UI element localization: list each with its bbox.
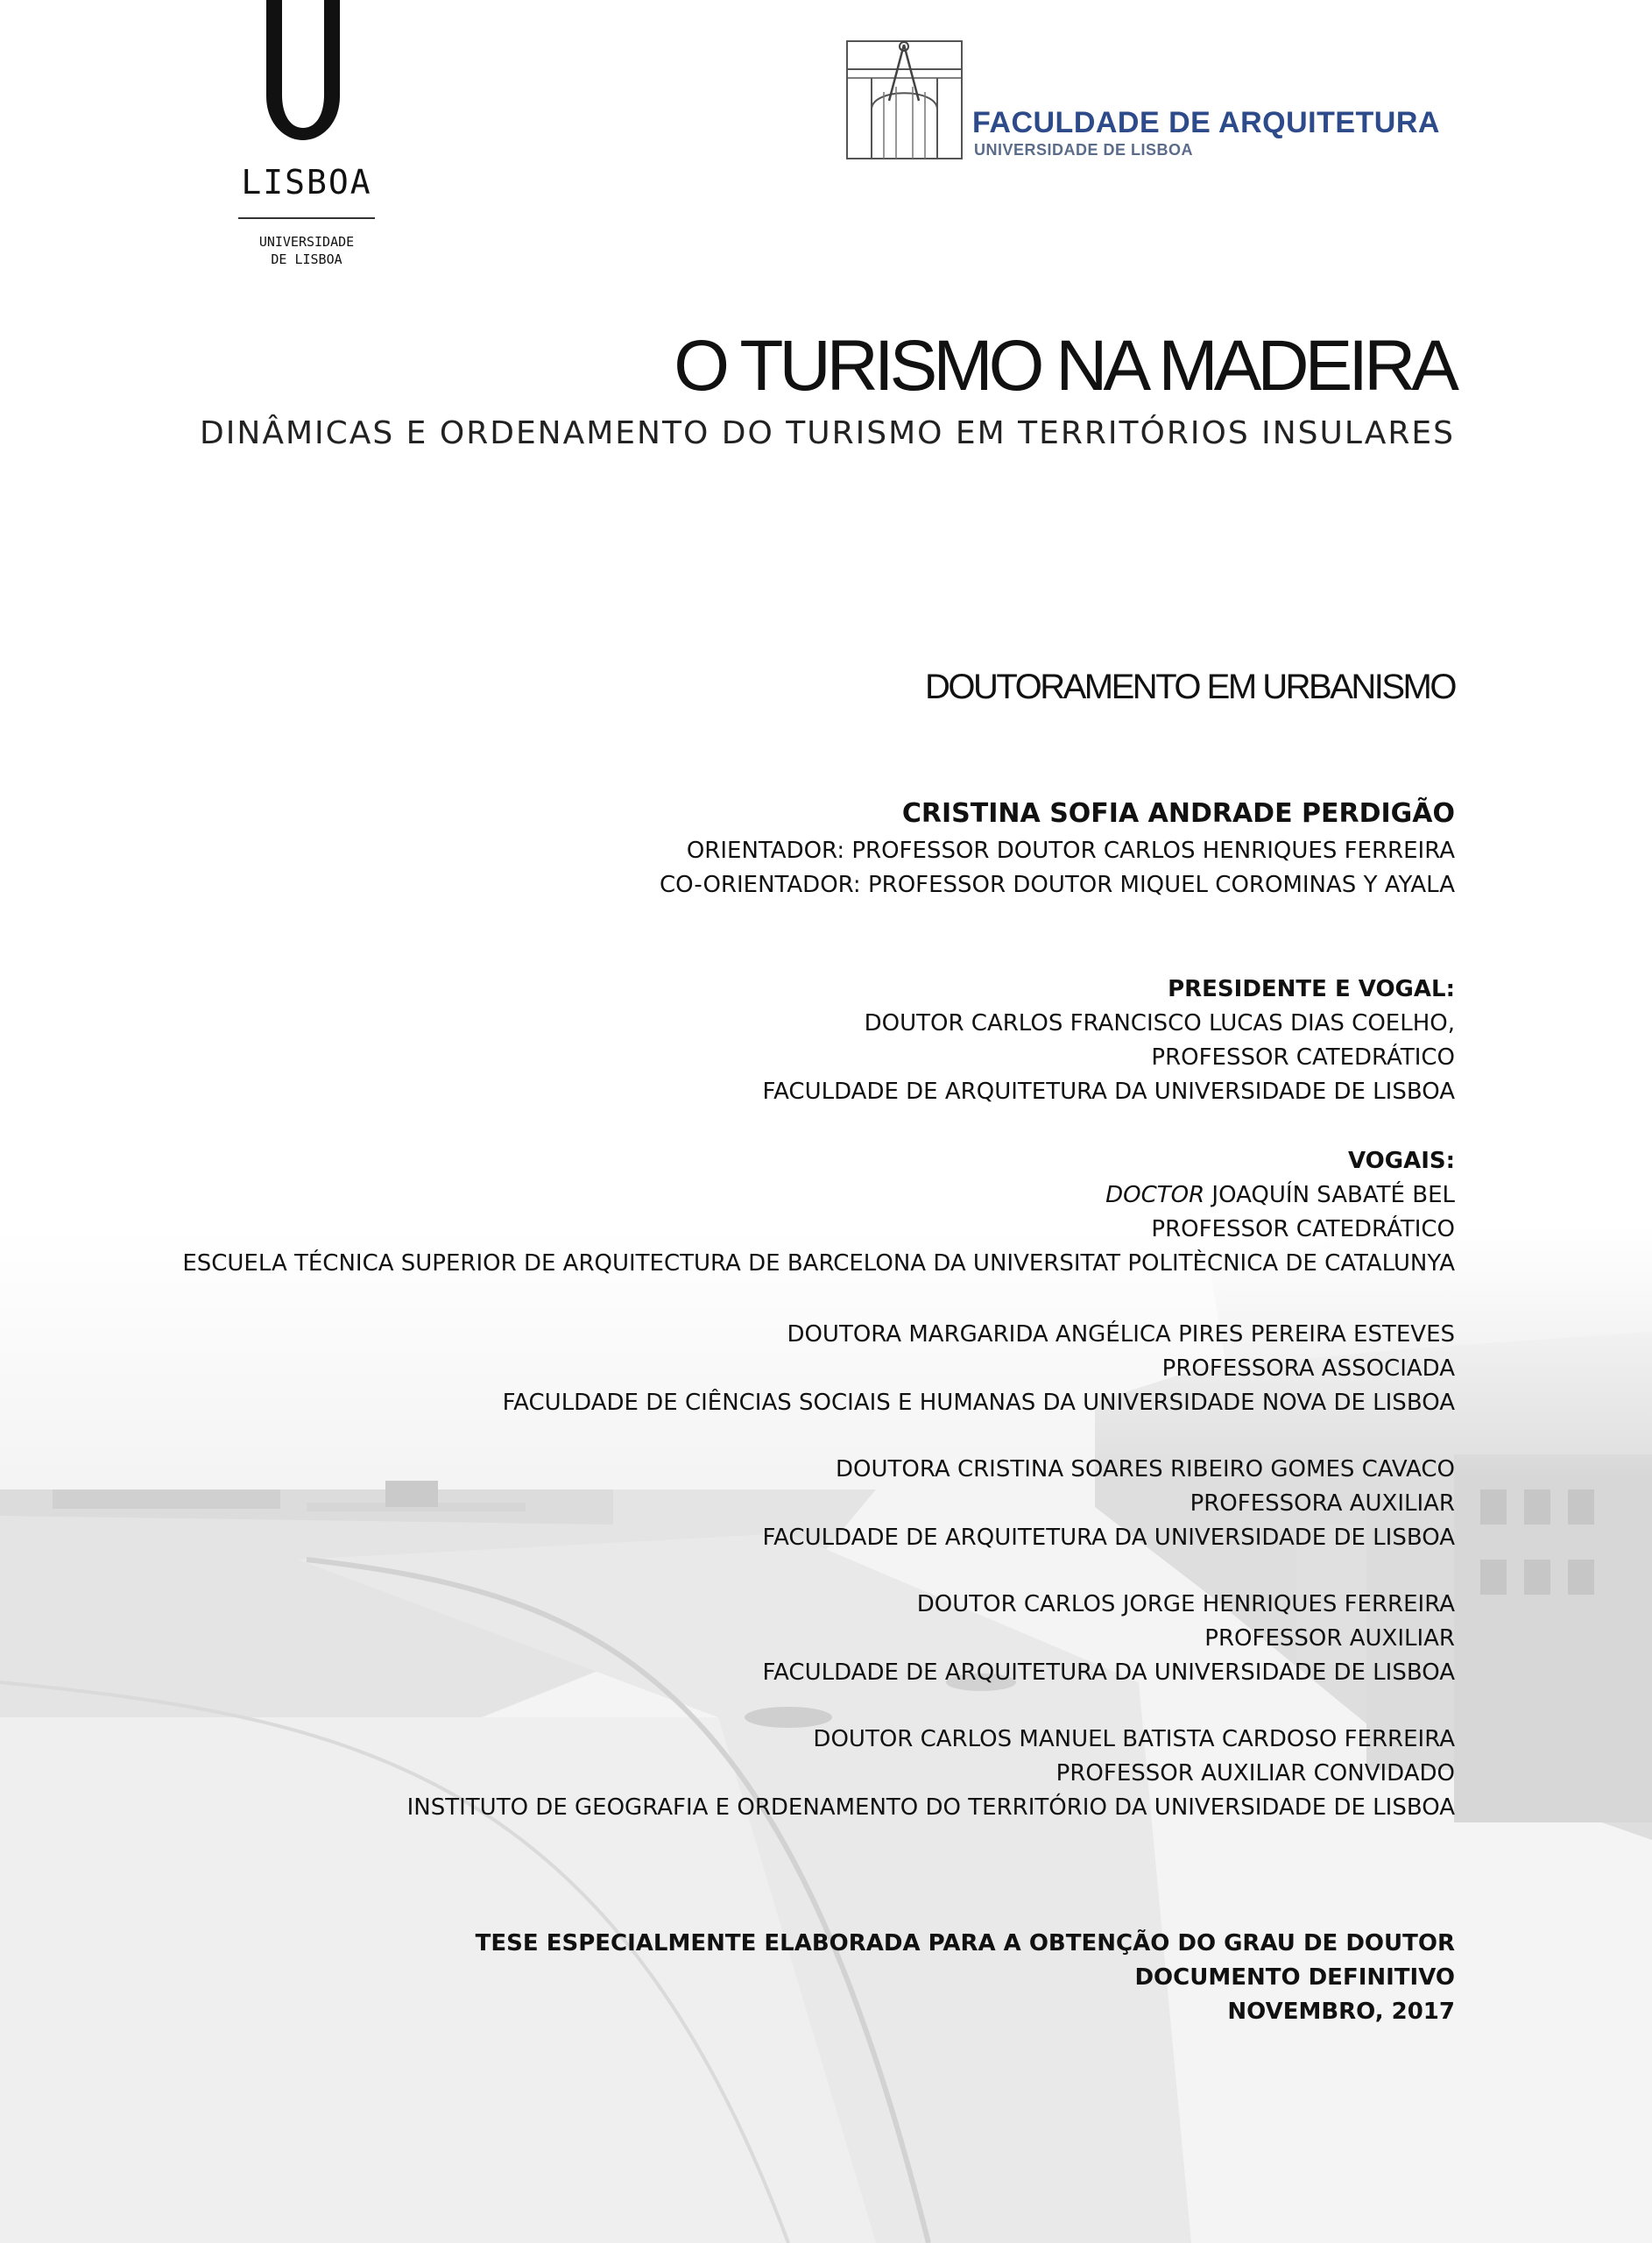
faculdade-arquitetura-logo bbox=[845, 39, 1458, 162]
ulisboa-u-mark-icon bbox=[259, 0, 347, 145]
ulisboa-name-line2: DE LISBOA bbox=[271, 251, 342, 267]
jury-member bbox=[503, 1318, 1455, 1420]
ulisboa-wordmark: LISBOA bbox=[241, 163, 372, 202]
president-institution: FACULDADE DE ARQUITETURA DA UNIVERSIDADE DE LISBOA bbox=[762, 1079, 1455, 1105]
jury-member-name-text: JOAQUÍN SABATÉ BEL bbox=[1204, 1182, 1455, 1208]
vogais-heading: VOGAIS: bbox=[1347, 1148, 1455, 1174]
jury-member-institution: FACULDADE DE CIÊNCIAS SOCIAIS E HUMANAS DA UNIVERSIDADE NOVA DE LISBOA bbox=[502, 1390, 1455, 1416]
jury-member bbox=[763, 1453, 1455, 1555]
jury-member-institution: FACULDADE DE ARQUITETURA DA UNIVERSIDADE DE LISBOA bbox=[762, 1525, 1455, 1551]
jury-member-name: DOUTORA CRISTINA SOARES RIBEIRO GOMES CAVACO bbox=[836, 1456, 1455, 1482]
jury-member-role: PROFESSORA ASSOCIADA bbox=[1161, 1355, 1455, 1382]
author-block bbox=[660, 794, 1455, 902]
universidade-de-lisboa-logo bbox=[237, 0, 377, 280]
president-heading: PRESIDENTE E VOGAL: bbox=[1168, 976, 1455, 1002]
orientador: ORIENTADOR: PROFESSOR DOUTOR CARLOS HENRIQUES FERREIRA bbox=[686, 838, 1455, 864]
jury-member-name: DOUTOR CARLOS MANUEL BATISTA CARDOSO FERREIRA bbox=[813, 1726, 1455, 1752]
jury-member-prefix: DOCTOR bbox=[1105, 1182, 1205, 1208]
doctoral-program: DOUTORAMENTO EM URBANISMO bbox=[925, 668, 1455, 706]
jury-member-institution: ESCUELA TÉCNICA SUPERIOR DE ARQUITECTURA DE BARCELONA DA UNIVERSITAT POLITÈCNICA DE CATALUNYA bbox=[182, 1250, 1455, 1277]
jury-member-name: DOUTOR CARLOS JORGE HENRIQUES FERREIRA bbox=[916, 1591, 1455, 1617]
president-name: DOUTOR CARLOS FRANCISCO LUCAS DIAS COELHO, bbox=[864, 1010, 1455, 1037]
faculdade-emblem-icon bbox=[845, 39, 964, 160]
document-status: DOCUMENTO DEFINITIVO bbox=[1134, 1964, 1455, 1991]
jury-member-name: DOUTORA MARGARIDA ANGÉLICA PIRES PEREIRA ESTEVES bbox=[787, 1321, 1455, 1348]
thesis-statement-block bbox=[476, 1927, 1455, 2029]
jury-president-block bbox=[763, 973, 1455, 1109]
thesis-date: NOVEMBRO, 2017 bbox=[1227, 1999, 1455, 2025]
jury-member-role: PROFESSORA AUXILIAR bbox=[1190, 1490, 1455, 1517]
thesis-subtitle: DINÂMICAS E ORDENAMENTO DO TURISMO EM TERRITÓRIOS INSULARES bbox=[200, 415, 1455, 451]
jury-member bbox=[763, 1588, 1455, 1690]
ulisboa-name bbox=[237, 233, 377, 268]
coorientador: CO-ORIENTADOR: PROFESSOR DOUTOR MIQUEL COROMINAS Y AYALA bbox=[660, 872, 1455, 898]
thesis-purpose: TESE ESPECIALMENTE ELABORADA PARA A OBTENÇÃO DO GRAU DE DOUTOR bbox=[475, 1930, 1455, 1956]
faculdade-name: FACULDADE DE ARQUITETURA bbox=[972, 106, 1440, 139]
jury-member-name bbox=[182, 1178, 1455, 1213]
thesis-title: O TURISMO NA MADEIRA bbox=[674, 326, 1455, 406]
ulisboa-name-line1: UNIVERSIDADE bbox=[258, 234, 355, 250]
jury-member bbox=[407, 1723, 1455, 1825]
ulisboa-divider bbox=[238, 217, 375, 219]
jury-vogais-block bbox=[182, 1144, 1455, 1281]
faculdade-university: UNIVERSIDADE DE LISBOA bbox=[974, 141, 1194, 159]
jury-member-role: PROFESSOR CATEDRÁTICO bbox=[1151, 1216, 1455, 1242]
jury-member-institution: FACULDADE DE ARQUITETURA DA UNIVERSIDADE DE LISBOA bbox=[762, 1659, 1455, 1686]
jury-member-institution: INSTITUTO DE GEOGRAFIA E ORDENAMENTO DO TERRITÓRIO DA UNIVERSIDADE DE LISBOA bbox=[406, 1794, 1455, 1821]
jury-member-role: PROFESSOR AUXILIAR bbox=[1204, 1625, 1455, 1652]
president-role: PROFESSOR CATEDRÁTICO bbox=[1151, 1044, 1455, 1071]
jury-member-role: PROFESSOR AUXILIAR CONVIDADO bbox=[1055, 1760, 1455, 1787]
author-name: CRISTINA SOFIA ANDRADE PERDIGÃO bbox=[901, 798, 1455, 829]
